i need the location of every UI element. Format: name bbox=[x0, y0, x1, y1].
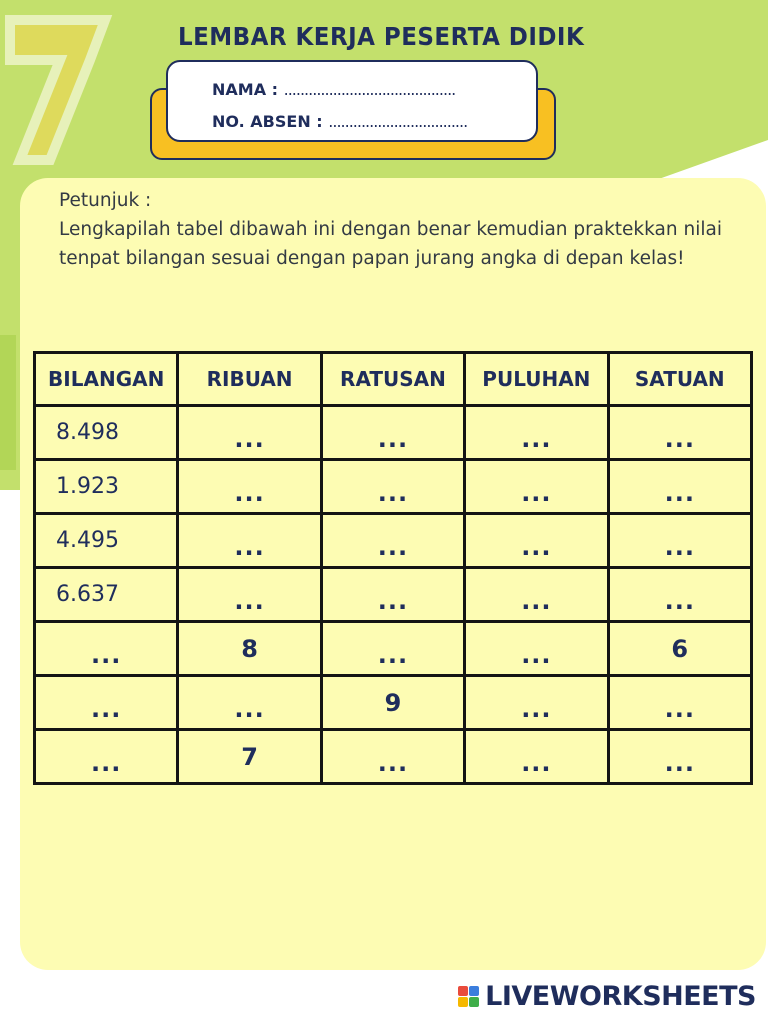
name-dots: .......................................... bbox=[283, 80, 456, 99]
answer-cell[interactable] bbox=[608, 514, 751, 568]
answer-cell[interactable] bbox=[465, 676, 608, 730]
answer-blank: ... bbox=[521, 694, 552, 723]
header-puluhan: PULUHAN bbox=[465, 353, 608, 406]
answer-cell[interactable] bbox=[608, 676, 751, 730]
answer-blank: ... bbox=[234, 478, 265, 507]
given-digit-cell: 8 bbox=[178, 622, 321, 676]
cell-bilangan: 4.495 bbox=[35, 514, 178, 568]
answer-cell[interactable] bbox=[178, 676, 321, 730]
table-row bbox=[35, 622, 752, 676]
answer-cell[interactable] bbox=[321, 406, 464, 460]
answer-blank: ... bbox=[234, 424, 265, 453]
answer-blank: ... bbox=[664, 478, 695, 507]
table-row bbox=[35, 730, 752, 784]
answer-blank: ... bbox=[377, 586, 409, 615]
instructions-heading: Petunjuk : bbox=[59, 190, 152, 211]
table-row bbox=[35, 406, 752, 460]
answer-cell[interactable] bbox=[608, 730, 751, 784]
liveworksheets-logo-icon bbox=[458, 986, 479, 1007]
answer-blank: ... bbox=[377, 640, 409, 669]
answer-cell[interactable] bbox=[465, 406, 608, 460]
answer-cell[interactable] bbox=[465, 568, 608, 622]
given-digit-cell: 7 bbox=[178, 730, 321, 784]
answer-blank: ... bbox=[91, 748, 122, 777]
table-row bbox=[35, 676, 752, 730]
answer-blank: ... bbox=[664, 748, 695, 777]
absen-dots: .................................. bbox=[328, 112, 468, 131]
answer-cell[interactable] bbox=[35, 676, 178, 730]
table-row bbox=[35, 460, 752, 514]
answer-blank: ... bbox=[91, 694, 122, 723]
given-digit-cell: 6 bbox=[608, 622, 751, 676]
answer-blank: ... bbox=[234, 586, 265, 615]
answer-blank: ... bbox=[664, 532, 695, 561]
worksheet-title: LEMBAR KERJA PESERTA DIDIK bbox=[178, 22, 585, 51]
answer-cell[interactable] bbox=[608, 568, 751, 622]
given-digit-cell: 9 bbox=[321, 676, 464, 730]
answer-cell[interactable] bbox=[465, 622, 608, 676]
instructions-text: Lengkapilah tabel dibawah ini dengan benar kemudian praktekkan nilai tenpat bilangan sesuai dengan papan jurang angka di depan kelas! bbox=[59, 219, 722, 269]
answer-blank: ... bbox=[521, 640, 552, 669]
answer-blank: ... bbox=[377, 532, 409, 561]
answer-cell[interactable] bbox=[465, 730, 608, 784]
answer-cell[interactable] bbox=[178, 460, 321, 514]
answer-cell[interactable] bbox=[35, 622, 178, 676]
cell-bilangan: 1.923 bbox=[35, 460, 178, 514]
answer-cell[interactable] bbox=[178, 406, 321, 460]
cell-bilangan: 8.498 bbox=[35, 406, 178, 460]
answer-blank: ... bbox=[377, 478, 409, 507]
answer-cell[interactable] bbox=[321, 514, 464, 568]
answer-cell[interactable] bbox=[321, 568, 464, 622]
instructions bbox=[59, 186, 739, 273]
answer-cell[interactable] bbox=[321, 622, 464, 676]
answer-blank: ... bbox=[521, 424, 552, 453]
answer-blank: ... bbox=[664, 586, 695, 615]
header-ribuan: RIBUAN bbox=[178, 353, 321, 406]
table-header-row bbox=[35, 353, 752, 406]
answer-cell[interactable] bbox=[178, 568, 321, 622]
header-bilangan: BILANGAN bbox=[35, 353, 178, 406]
table-row bbox=[35, 568, 752, 622]
header-satuan: SATUAN bbox=[608, 353, 751, 406]
answer-blank: ... bbox=[521, 532, 552, 561]
answer-cell[interactable] bbox=[465, 514, 608, 568]
answer-blank: ... bbox=[521, 748, 552, 777]
place-value-table bbox=[33, 351, 753, 785]
name-label: NAMA : bbox=[212, 80, 279, 99]
answer-cell[interactable] bbox=[321, 730, 464, 784]
name-field[interactable] bbox=[212, 80, 455, 99]
cell-bilangan: 6.637 bbox=[35, 568, 178, 622]
table-row bbox=[35, 514, 752, 568]
absen-label: NO. ABSEN : bbox=[212, 112, 323, 131]
header-ratusan: RATUSAN bbox=[321, 353, 464, 406]
absen-field[interactable] bbox=[212, 112, 467, 131]
answer-blank: ... bbox=[377, 424, 409, 453]
answer-blank: ... bbox=[521, 478, 552, 507]
footer-brand[interactable] bbox=[458, 981, 756, 1012]
answer-blank: ... bbox=[664, 694, 695, 723]
answer-cell[interactable] bbox=[608, 460, 751, 514]
answer-cell[interactable] bbox=[608, 406, 751, 460]
answer-cell[interactable] bbox=[321, 460, 464, 514]
answer-blank: ... bbox=[377, 748, 409, 777]
answer-blank: ... bbox=[664, 424, 695, 453]
answer-cell[interactable] bbox=[35, 730, 178, 784]
brand-name: LIVEWORKSHEETS bbox=[485, 981, 756, 1012]
answer-cell[interactable] bbox=[465, 460, 608, 514]
answer-blank: ... bbox=[521, 586, 552, 615]
answer-blank: ... bbox=[234, 532, 265, 561]
answer-blank: ... bbox=[234, 694, 265, 723]
name-box bbox=[166, 60, 538, 142]
answer-cell[interactable] bbox=[178, 514, 321, 568]
answer-blank: ... bbox=[91, 640, 122, 669]
